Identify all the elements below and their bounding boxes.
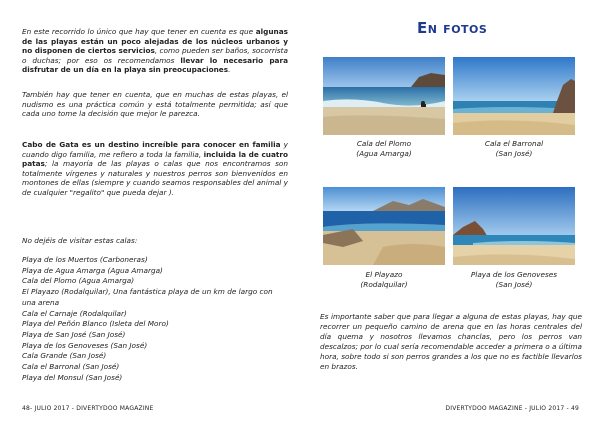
paragraph-sand-path: Es importante saber que para llegar a alguna de estas playas, hay que recorrer un pequeño camino de arena que en las horas centrales del día quema y nosotros llevamos chanclas, pero los perros van descalzos; por lo cual sería recomendable acceder a primera o a última hora, sobre todo si son perros grandes a los que no es factible llevarlos en brazos. xyxy=(320,312,582,372)
right-page xyxy=(300,0,600,424)
text-run: llevar lo necesario para disfrutar de un día en la playa sin preocupaciones xyxy=(22,55,288,75)
text-run: Cabo de Gata es un destino increíble para conocer en familia xyxy=(22,140,281,149)
list-item: Playa de San José (San José) xyxy=(22,329,126,339)
beach-list xyxy=(22,255,288,383)
list-item: El Playazo (Rodalquilar), Una fantástica playa de un km de largo con una arena xyxy=(22,287,273,307)
list-item: Cala Grande (San José) xyxy=(22,351,107,361)
list-item: Cala del Plomo (Agua Amarga) xyxy=(22,276,135,286)
page-footer-right: DIVERTYDOO MAGAZINE - JULIO 2017 - 49 xyxy=(445,405,579,412)
paragraph-family-dogs xyxy=(22,140,288,198)
paragraph-services xyxy=(22,27,288,75)
text-run: ; la mayoría de las playas o calas que nos encontramos son totalmente vírgenes y naturales y nuestros perros son bienvenidos en montones de ellas (siempre y cuando seamos responsables del animal y de cualquier "regalito" que pueda dejar ). xyxy=(22,159,288,197)
text-run: , como pueden ser baños, socorrista o duchas; por eso os recomendamos xyxy=(22,46,289,65)
list-item: Playa de los Muertos (Carboneras) xyxy=(22,255,148,264)
list-item: Playa del Monsul (San José) xyxy=(22,372,123,382)
photo-caption: El Playazo (Rodalquilar) xyxy=(360,270,408,289)
photo-cala-el-barronal xyxy=(453,57,575,135)
list-item: Cala el Barronal (San José) xyxy=(22,362,120,372)
photo-caption: Cala del Plomo (Agua Amarga) xyxy=(356,139,412,158)
list-item: Playa de los Genoveses (San José) xyxy=(22,340,148,350)
list-intro: No dejéis de visitar estas calas: xyxy=(22,236,138,245)
text-run: incluida la de cuatro patas xyxy=(22,149,288,169)
list-item: Playa del Peñón Blanco (Isleta del Moro) xyxy=(22,319,169,329)
text-run: . xyxy=(228,65,231,75)
text-run: También hay que tener en cuenta, que en muchas de estas playas, el nudismo es una práctica común y está totalmente permitida; así que cada uno tome la decisión que mejor le parezca. xyxy=(22,90,288,119)
text-run: En este recorrido lo único que hay que tener en cuenta es que xyxy=(22,27,256,36)
text-run: y cuando digo familia, me refiero a toda la familia, xyxy=(22,140,288,159)
list-item: Playa de Agua Amarga (Agua Amarga) xyxy=(22,265,163,275)
section-title: En fotos xyxy=(417,19,488,37)
photo-cala-del-plomo xyxy=(323,57,445,135)
photo-playa-de-los-genoveses xyxy=(453,187,575,265)
paragraph-nudism xyxy=(22,90,288,119)
photo-el-playazo xyxy=(323,187,445,265)
text-run: algunas de las playas están un poco alejadas de los núcleos urbanos y no disponen de ciertos servicios xyxy=(22,27,288,56)
page-footer-left: 48- JULIO 2017 - DIVERTYDOO MAGAZINE xyxy=(22,405,154,412)
photo-caption: Cala el Barronal (San José) xyxy=(484,139,544,158)
photo-caption: Playa de los Genoveses (San José) xyxy=(470,270,558,289)
list-item: Cala el Carnaje (Rodalquilar) xyxy=(22,308,127,318)
